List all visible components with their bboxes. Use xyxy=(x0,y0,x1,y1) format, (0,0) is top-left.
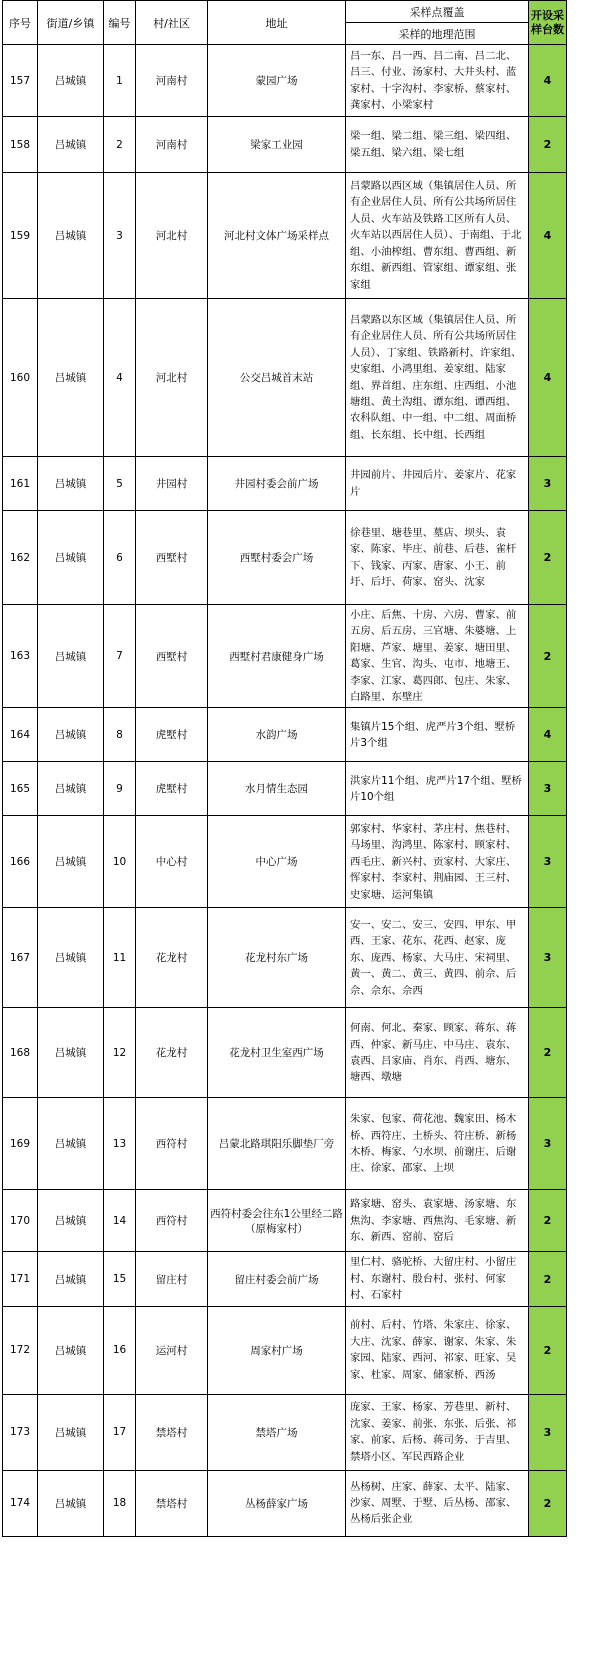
row-area: 吕蒙路以西区域（集镇居住人员、所有企业居住人员、所有公共场所居住人员、火车站及铁路工区所有人员、火车站以西居住人员）、于南组、于北组、小油榨组、曹东组、曹西组、新东组、新西组、管家组、谭家组、张家组 xyxy=(346,173,529,299)
row-num: 16 xyxy=(104,1306,136,1394)
row-area: 梁一组、梁二组、梁三组、梁四组、梁五组、梁六组、梁七组 xyxy=(346,117,529,173)
row-area: 吕一东、吕一西、吕二南、吕二北、吕三、付业、汤家村、大井头村、蓝家村、十字沟村、李家桥、蔡家村、龚家村、小梁家村 xyxy=(346,45,529,117)
row-num: 2 xyxy=(104,117,136,173)
row-num: 15 xyxy=(104,1252,136,1306)
row-street: 吕城镇 xyxy=(38,117,104,173)
row-count: 2 xyxy=(529,605,567,708)
table-row xyxy=(3,1190,567,1252)
row-area: 吕蒙路以东区域（集镇居住人员、所有企业居住人员、所有公共场所居住人员）、丁家组、铁路新村、许家组、史家组、小鸿里组、姜家组、陆家组、界首组、庄东组、庄西组、小池塘组、黄土沟组、谭东组、谭西组、农科队组、中一组、中二组、周面桥组、长东组、长中组、长西组 xyxy=(346,299,529,457)
row-area: 安一、安二、安三、安四、甲东、甲西、王家、花东、花西、赵家、庞东、庞西、杨家、大马庄、宋祠里、黄一、黄二、黄三、黄四、前佘、后佘、佘东、佘西 xyxy=(346,908,529,1008)
row-seq: 164 xyxy=(3,708,38,762)
row-seq: 163 xyxy=(3,605,38,708)
header-coverage-sub: 采样的地理范围 xyxy=(346,23,529,45)
row-area: 小庄、后焦、十房、六房、曹家、前五房、后五房、三官塘、朱婆塘、上阳塘、芦家、塘里、姜家、塘田里、葛家、生官、沟头、屯市、地塘王、李家、江家、葛四郎、包庄、朱家、白路里、东壁庄 xyxy=(346,605,529,708)
row-num: 5 xyxy=(104,457,136,511)
row-seq: 161 xyxy=(3,457,38,511)
row-area: 何南、何北、秦家、顾家、蒋东、蒋西、仲家、新马庄、中马庄、袁东、袁西、吕家庙、肖东、肖西、塘东、塘西、墩塘 xyxy=(346,1008,529,1098)
row-count: 4 xyxy=(529,173,567,299)
row-street: 吕城镇 xyxy=(38,708,104,762)
row-area: 前村、后村、竹塔、朱家庄、徐家、大庄、沈家、薛家、谢家、朱家、朱家园、陆家、西河、祁家、旺家、吴家、杜家、周家、储家桥、西汤 xyxy=(346,1306,529,1394)
table-row xyxy=(3,299,567,457)
row-village: 禁塔村 xyxy=(136,1470,208,1536)
row-street: 吕城镇 xyxy=(38,45,104,117)
row-num: 9 xyxy=(104,762,136,816)
row-address: 西墅村委会广场 xyxy=(208,511,346,605)
row-village: 河南村 xyxy=(136,117,208,173)
row-seq: 167 xyxy=(3,908,38,1008)
row-num: 11 xyxy=(104,908,136,1008)
header-seq: 序号 xyxy=(3,1,38,45)
row-street: 吕城镇 xyxy=(38,1098,104,1190)
row-street: 吕城镇 xyxy=(38,605,104,708)
row-count: 2 xyxy=(529,117,567,173)
row-area: 郭家村、华家村、茅庄村、焦巷村、马场里、沟鸿里、陈家村、顾家村、西毛庄、新兴村、贡家村、大家庄、恽家村、李家村、荆庙园、王三村、史家塘、运河集镇 xyxy=(346,816,529,908)
row-area: 徐巷里、塘巷里、墓店、坝头、袁家、陈家、毕庄、前巷、后巷、雀杆下、钱家、丙家、唐家、小王、前圩、后圩、荷家、窑头、沈家 xyxy=(346,511,529,605)
row-count: 2 xyxy=(529,1252,567,1306)
row-village: 中心村 xyxy=(136,816,208,908)
header-coverage: 采样点覆盖 xyxy=(346,1,529,23)
row-count: 3 xyxy=(529,1394,567,1470)
row-street: 吕城镇 xyxy=(38,173,104,299)
row-address: 西符村委会往东1公里经二路（原梅家村） xyxy=(208,1190,346,1252)
row-village: 西墅村 xyxy=(136,511,208,605)
table-row xyxy=(3,1252,567,1306)
row-num: 13 xyxy=(104,1098,136,1190)
row-num: 6 xyxy=(104,511,136,605)
row-street: 吕城镇 xyxy=(38,1394,104,1470)
table-row xyxy=(3,1394,567,1470)
row-address: 西墅村君康健身广场 xyxy=(208,605,346,708)
row-seq: 159 xyxy=(3,173,38,299)
row-address: 水韵广场 xyxy=(208,708,346,762)
row-num: 17 xyxy=(104,1394,136,1470)
row-village: 虎墅村 xyxy=(136,708,208,762)
row-village: 花龙村 xyxy=(136,908,208,1008)
row-address: 丛杨薛家广场 xyxy=(208,1470,346,1536)
table-row xyxy=(3,1098,567,1190)
row-area: 朱家、包家、荷花池、魏家田、杨木桥、西符庄、土桥头、符庄桥、新杨木桥、梅家、勺水坝、前谢庄、后谢庄、徐家、邵家、上坝 xyxy=(346,1098,529,1190)
header-count: 开设采样台数 xyxy=(529,1,567,45)
header-village: 村/社区 xyxy=(136,1,208,45)
row-village: 留庄村 xyxy=(136,1252,208,1306)
row-seq: 157 xyxy=(3,45,38,117)
row-area: 集镇片15个组、虎严片3个组、墅桥片3个组 xyxy=(346,708,529,762)
row-seq: 170 xyxy=(3,1190,38,1252)
row-count: 2 xyxy=(529,511,567,605)
row-street: 吕城镇 xyxy=(38,299,104,457)
row-address: 蒙园广场 xyxy=(208,45,346,117)
row-count: 3 xyxy=(529,762,567,816)
row-area: 庞家、王家、杨家、芳巷里、新村、沈家、姜家、前张、东张、后张、祁家、前家、后杨、蒋司务、于吉里、禁塔小区、军民西路企业 xyxy=(346,1394,529,1470)
table-row xyxy=(3,45,567,117)
table-row xyxy=(3,816,567,908)
row-street: 吕城镇 xyxy=(38,1470,104,1536)
table-row xyxy=(3,908,567,1008)
row-seq: 160 xyxy=(3,299,38,457)
table-header xyxy=(3,1,567,45)
table-row xyxy=(3,173,567,299)
row-seq: 169 xyxy=(3,1098,38,1190)
row-street: 吕城镇 xyxy=(38,908,104,1008)
row-address: 中心广场 xyxy=(208,816,346,908)
row-seq: 172 xyxy=(3,1306,38,1394)
row-street: 吕城镇 xyxy=(38,1190,104,1252)
row-village: 运河村 xyxy=(136,1306,208,1394)
table-row xyxy=(3,457,567,511)
row-address: 井园村委会前广场 xyxy=(208,457,346,511)
row-count: 3 xyxy=(529,816,567,908)
table-row xyxy=(3,762,567,816)
row-village: 河南村 xyxy=(136,45,208,117)
row-street: 吕城镇 xyxy=(38,1008,104,1098)
row-address: 禁塔广场 xyxy=(208,1394,346,1470)
table-row xyxy=(3,708,567,762)
row-village: 西墅村 xyxy=(136,605,208,708)
row-address: 留庄村委会前广场 xyxy=(208,1252,346,1306)
row-seq: 165 xyxy=(3,762,38,816)
row-village: 井园村 xyxy=(136,457,208,511)
row-address: 水月情生态园 xyxy=(208,762,346,816)
row-num: 7 xyxy=(104,605,136,708)
row-street: 吕城镇 xyxy=(38,1252,104,1306)
row-count: 4 xyxy=(529,45,567,117)
row-seq: 171 xyxy=(3,1252,38,1306)
row-seq: 162 xyxy=(3,511,38,605)
row-village: 花龙村 xyxy=(136,1008,208,1098)
row-count: 3 xyxy=(529,1098,567,1190)
row-seq: 158 xyxy=(3,117,38,173)
row-street: 吕城镇 xyxy=(38,816,104,908)
row-address: 公交吕城首末站 xyxy=(208,299,346,457)
row-num: 18 xyxy=(104,1470,136,1536)
table-row xyxy=(3,117,567,173)
table-row xyxy=(3,1470,567,1536)
row-num: 4 xyxy=(104,299,136,457)
row-street: 吕城镇 xyxy=(38,457,104,511)
row-num: 1 xyxy=(104,45,136,117)
row-num: 10 xyxy=(104,816,136,908)
header-num: 编号 xyxy=(104,1,136,45)
row-address: 吕蒙北路琪阳乐脚垫厂旁 xyxy=(208,1098,346,1190)
row-street: 吕城镇 xyxy=(38,1306,104,1394)
row-address: 河北村文体广场采样点 xyxy=(208,173,346,299)
table-row xyxy=(3,511,567,605)
row-address: 花龙村东广场 xyxy=(208,908,346,1008)
row-num: 14 xyxy=(104,1190,136,1252)
row-village: 西符村 xyxy=(136,1190,208,1252)
row-area: 里仁村、骆驼桥、大留庄村、小留庄村、东谢村、殷台村、张村、何家村、石家村 xyxy=(346,1252,529,1306)
row-street: 吕城镇 xyxy=(38,511,104,605)
row-village: 西符村 xyxy=(136,1098,208,1190)
row-count: 4 xyxy=(529,708,567,762)
row-village: 禁塔村 xyxy=(136,1394,208,1470)
row-area: 井园前片、井园后片、姜家片、花家片 xyxy=(346,457,529,511)
sampling-table xyxy=(2,0,567,1537)
row-count: 3 xyxy=(529,457,567,511)
row-count: 3 xyxy=(529,908,567,1008)
table-row xyxy=(3,1306,567,1394)
header-street: 街道/乡镇 xyxy=(38,1,104,45)
row-num: 8 xyxy=(104,708,136,762)
row-address: 梁家工业园 xyxy=(208,117,346,173)
table-row xyxy=(3,605,567,708)
row-count: 2 xyxy=(529,1470,567,1536)
row-count: 2 xyxy=(529,1190,567,1252)
row-village: 虎墅村 xyxy=(136,762,208,816)
row-count: 2 xyxy=(529,1008,567,1098)
table-row xyxy=(3,1008,567,1098)
header-address: 地址 xyxy=(208,1,346,45)
row-street: 吕城镇 xyxy=(38,762,104,816)
row-seq: 168 xyxy=(3,1008,38,1098)
row-address: 周家村广场 xyxy=(208,1306,346,1394)
row-area: 路家塘、窑头、袁家塘、汤家塘、东焦沟、李家塘、西焦沟、毛家塘、新东、新西、窑前、窑后 xyxy=(346,1190,529,1252)
row-num: 3 xyxy=(104,173,136,299)
row-seq: 173 xyxy=(3,1394,38,1470)
row-seq: 174 xyxy=(3,1470,38,1536)
row-village: 河北村 xyxy=(136,299,208,457)
row-count: 4 xyxy=(529,299,567,457)
row-count: 2 xyxy=(529,1306,567,1394)
table-body xyxy=(3,45,567,1537)
row-address: 花龙村卫生室西广场 xyxy=(208,1008,346,1098)
row-area: 丛杨树、庄家、薛家、太平、陆家、沙家、周墅、于墅、后丛杨、邵家、丛杨后张企业 xyxy=(346,1470,529,1536)
row-num: 12 xyxy=(104,1008,136,1098)
row-area: 洪家片11个组、虎严片17个组、墅桥片10个组 xyxy=(346,762,529,816)
row-village: 河北村 xyxy=(136,173,208,299)
row-seq: 166 xyxy=(3,816,38,908)
